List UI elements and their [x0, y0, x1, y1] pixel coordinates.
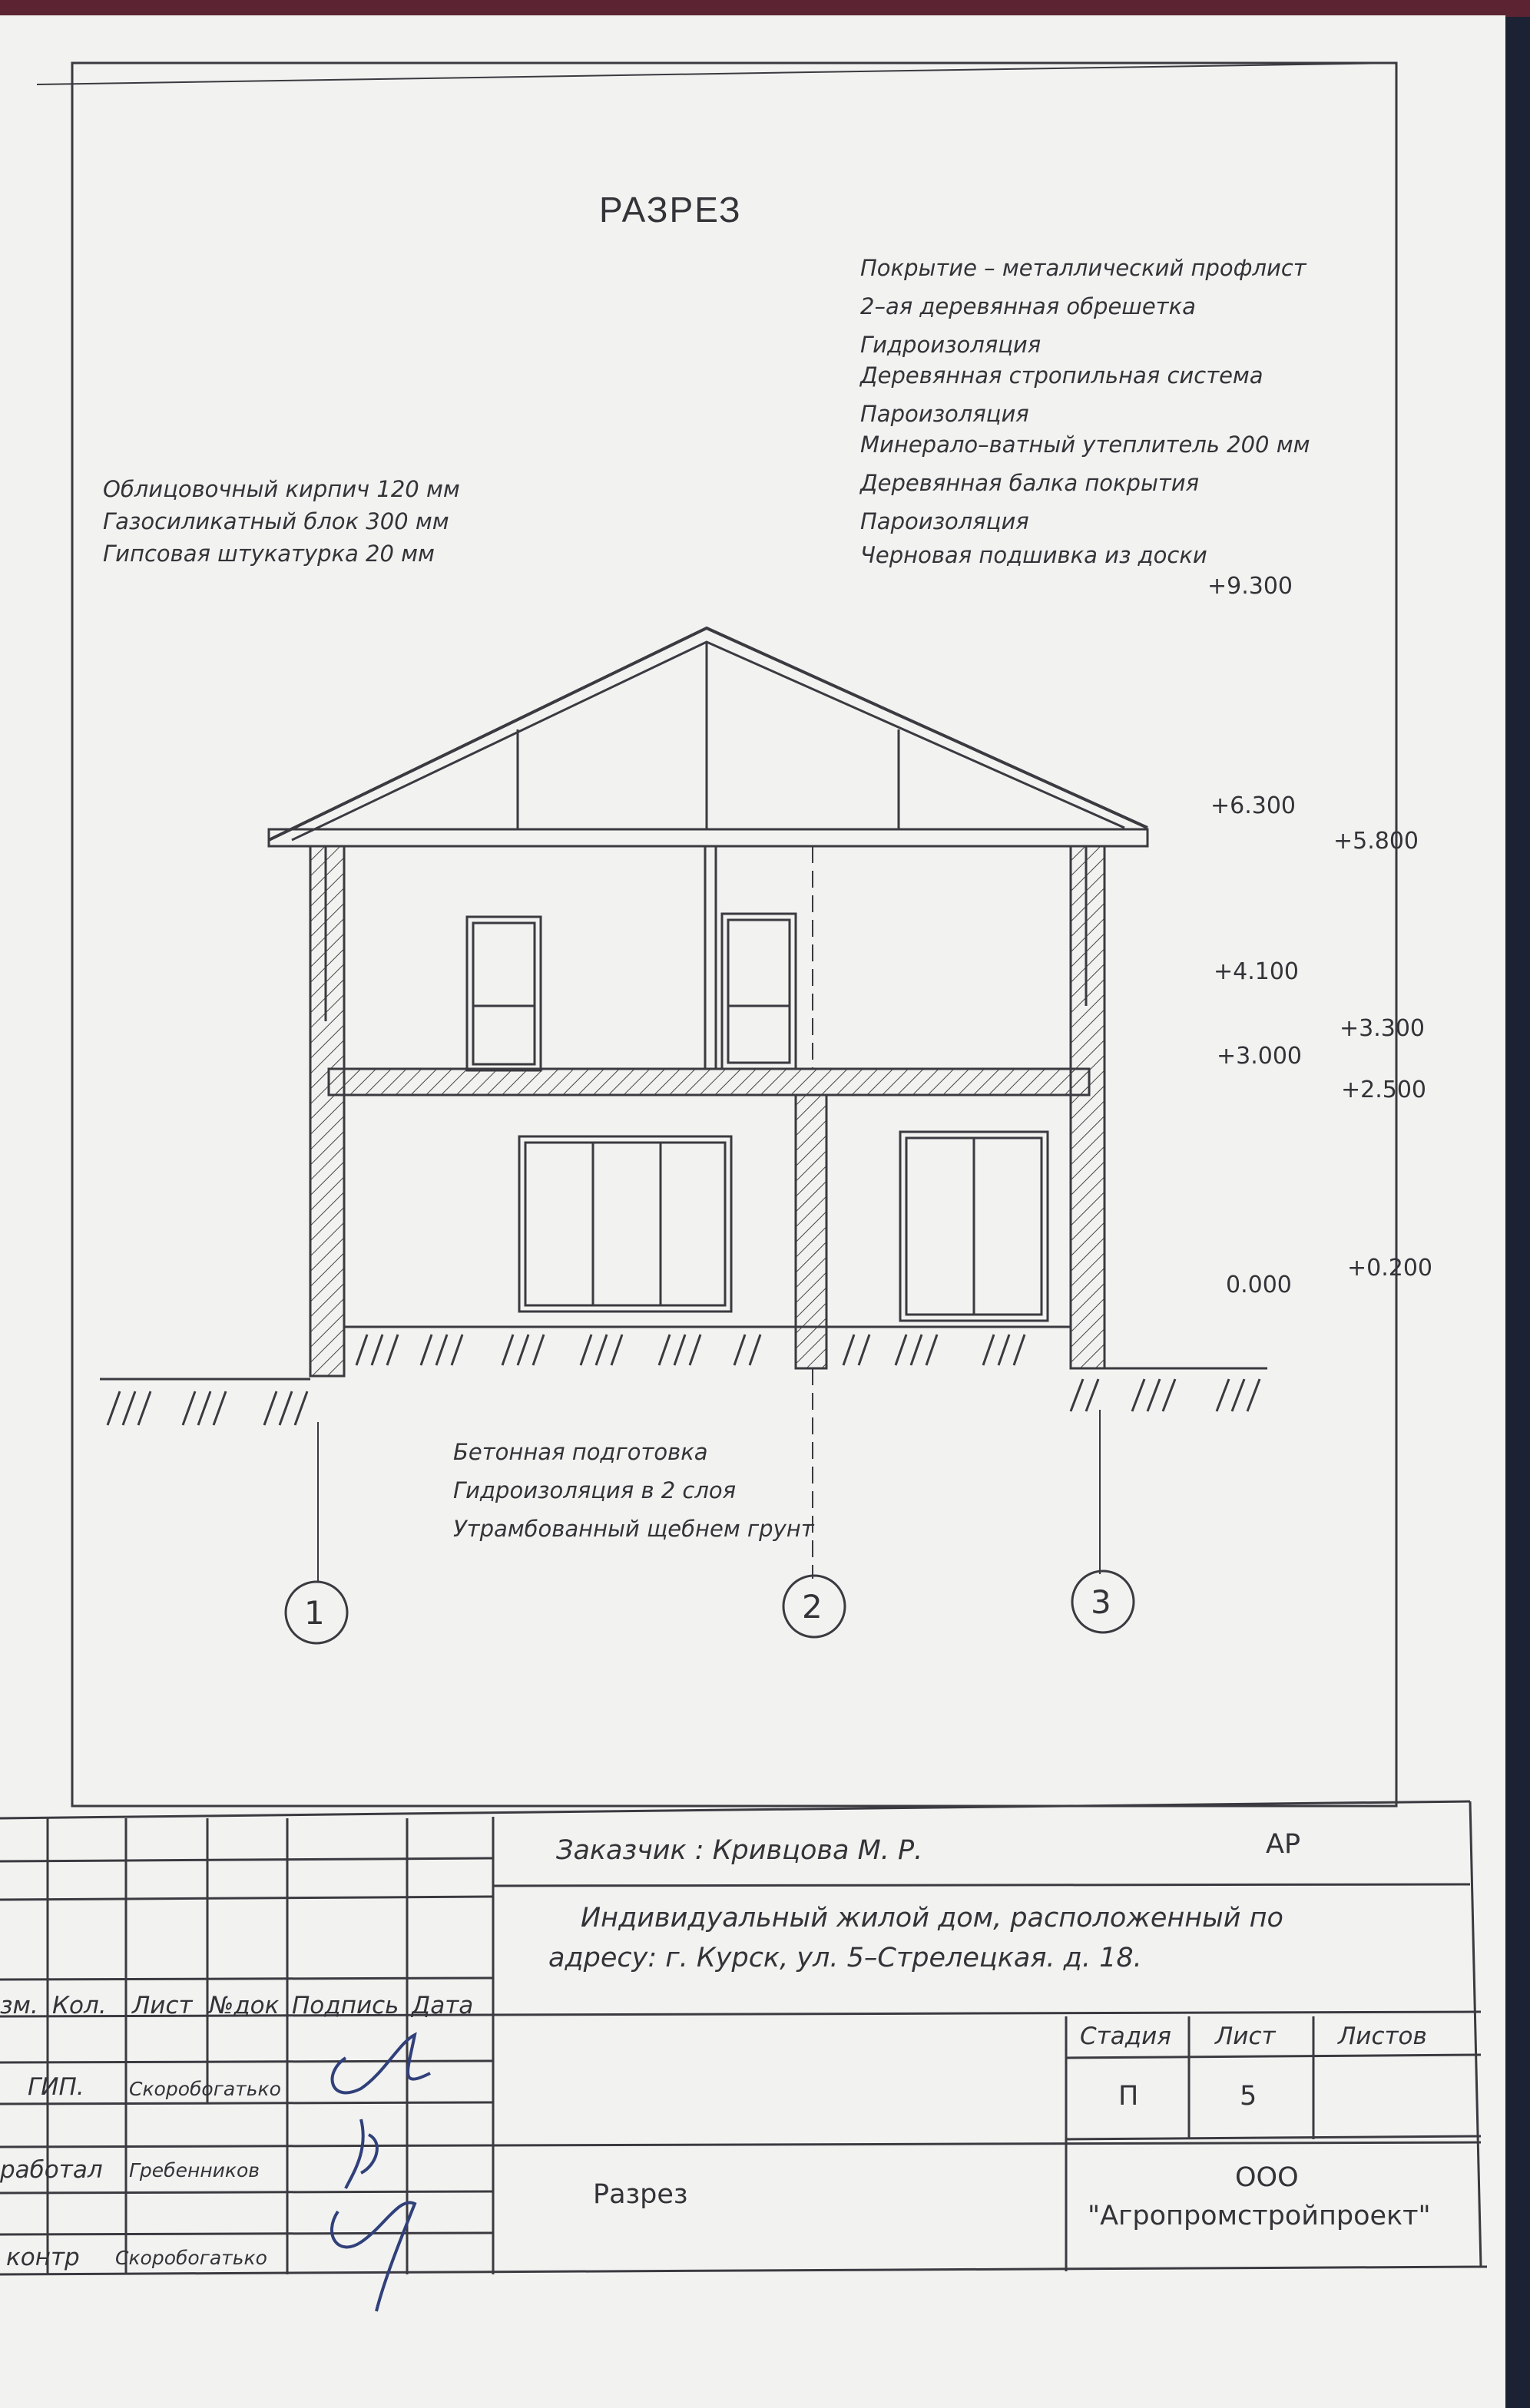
stamp-sheet-value: 5 [1240, 2081, 1257, 2112]
wall-layer: Газосиликатный блок 300 мм [103, 508, 449, 534]
wall-layer: Облицовочный кирпич 120 мм [103, 476, 460, 502]
floor-layer: Бетонная подготовка [453, 1439, 708, 1465]
roof-eave-slab [269, 829, 1148, 846]
stamp-role: контр [6, 2244, 80, 2271]
stamp-person: Скоробогатько [129, 2078, 281, 2100]
window-upper-right [722, 914, 796, 1069]
roof-outline [269, 628, 1148, 840]
level-mark: +3.000 [1217, 1043, 1303, 1070]
stamp-header-podpis: Подпись [292, 1992, 399, 2019]
stamp-header-ndok: №док [209, 1992, 280, 2019]
stamp-role: ГИП. [28, 2073, 84, 2101]
drawing-title: РАЗРЕЗ [599, 190, 742, 230]
axis-label-3: 3 [1091, 1583, 1111, 1621]
stamp-header-list: Лист [132, 1992, 193, 2019]
floor-layer: Утрамбованный щебнем грунт [453, 1516, 814, 1542]
roof-layer: Минерало–ватный утеплитель 200 мм [860, 432, 1310, 458]
stamp-object-line1: Индивидуальный жилой дом, расположенный по [581, 1903, 1283, 1933]
stamp-stage-value: П [1118, 2081, 1139, 2112]
level-mark: +5.800 [1333, 828, 1419, 855]
roof-layer: Деревянная балка покрытия [860, 470, 1200, 496]
stamp-org-line2: "Агропромстройпроект" [1088, 2201, 1431, 2231]
level-mark: +4.100 [1214, 958, 1300, 985]
stamp-org-line1: ООО [1235, 2162, 1299, 2193]
roof-layer: Деревянная стропильная система [860, 362, 1263, 389]
stamp-header-data: Дата [412, 1992, 474, 2019]
roof-layer: Пароизоляция [860, 508, 1029, 534]
stamp-role: работал [0, 2156, 103, 2184]
level-mark: +9.300 [1207, 573, 1293, 600]
roof-layer: Гидроизоляция [860, 332, 1042, 358]
wall-axis-3 [1071, 846, 1104, 1368]
wall-axis-1 [310, 846, 344, 1376]
floor-slab [329, 1069, 1089, 1095]
level-mark: +2.500 [1341, 1077, 1427, 1103]
stamp-header-kol: Кол. [52, 1992, 107, 2019]
frame-top-line [37, 63, 1396, 84]
level-mark: 0.000 [1226, 1272, 1292, 1298]
roof-inner-line [292, 642, 1124, 840]
stamp-sheet-header: Лист [1215, 2023, 1276, 2050]
stamp-person: Гребенников [129, 2159, 260, 2181]
window-lower-left [519, 1136, 731, 1312]
stamp-sheet-title: Разрез [593, 2179, 688, 2210]
roof-layer: Черновая подшивка из доски [860, 542, 1207, 568]
stamp-person: Скоробогатько [115, 2247, 267, 2269]
level-mark: +0.200 [1347, 1255, 1433, 1282]
stamp-sheets-header: Листов [1338, 2023, 1427, 2050]
axis-label-1: 1 [304, 1594, 325, 1632]
level-mark: +6.300 [1210, 792, 1297, 819]
signatures [332, 2035, 430, 2311]
partition-upper [705, 846, 716, 1069]
roof-layer: 2–ая деревянная обрешетка [860, 293, 1196, 319]
wall-layer: Гипсовая штукатурка 20 мм [103, 541, 435, 567]
stamp-object-line2: адресу: г. Курск, ул. 5–Стрелецкая. д. 18. [548, 1943, 1142, 1973]
roof-layer: Покрытие – металлический профлист [860, 255, 1306, 281]
axis-label-2: 2 [802, 1588, 823, 1626]
stamp-customer: Заказчик : Кривцова М. Р. [556, 1835, 923, 1866]
stamp-stage-header: Стадия [1080, 2023, 1171, 2050]
stamp-header-izm: зм. [0, 1992, 38, 2019]
level-mark: +3.300 [1340, 1015, 1426, 1042]
window-upper-left [467, 917, 541, 1070]
stamp-code: АР [1266, 1829, 1301, 1860]
floor-layer: Гидроизоляция в 2 слоя [453, 1477, 737, 1503]
roof-layer: Пароизоляция [860, 401, 1029, 427]
